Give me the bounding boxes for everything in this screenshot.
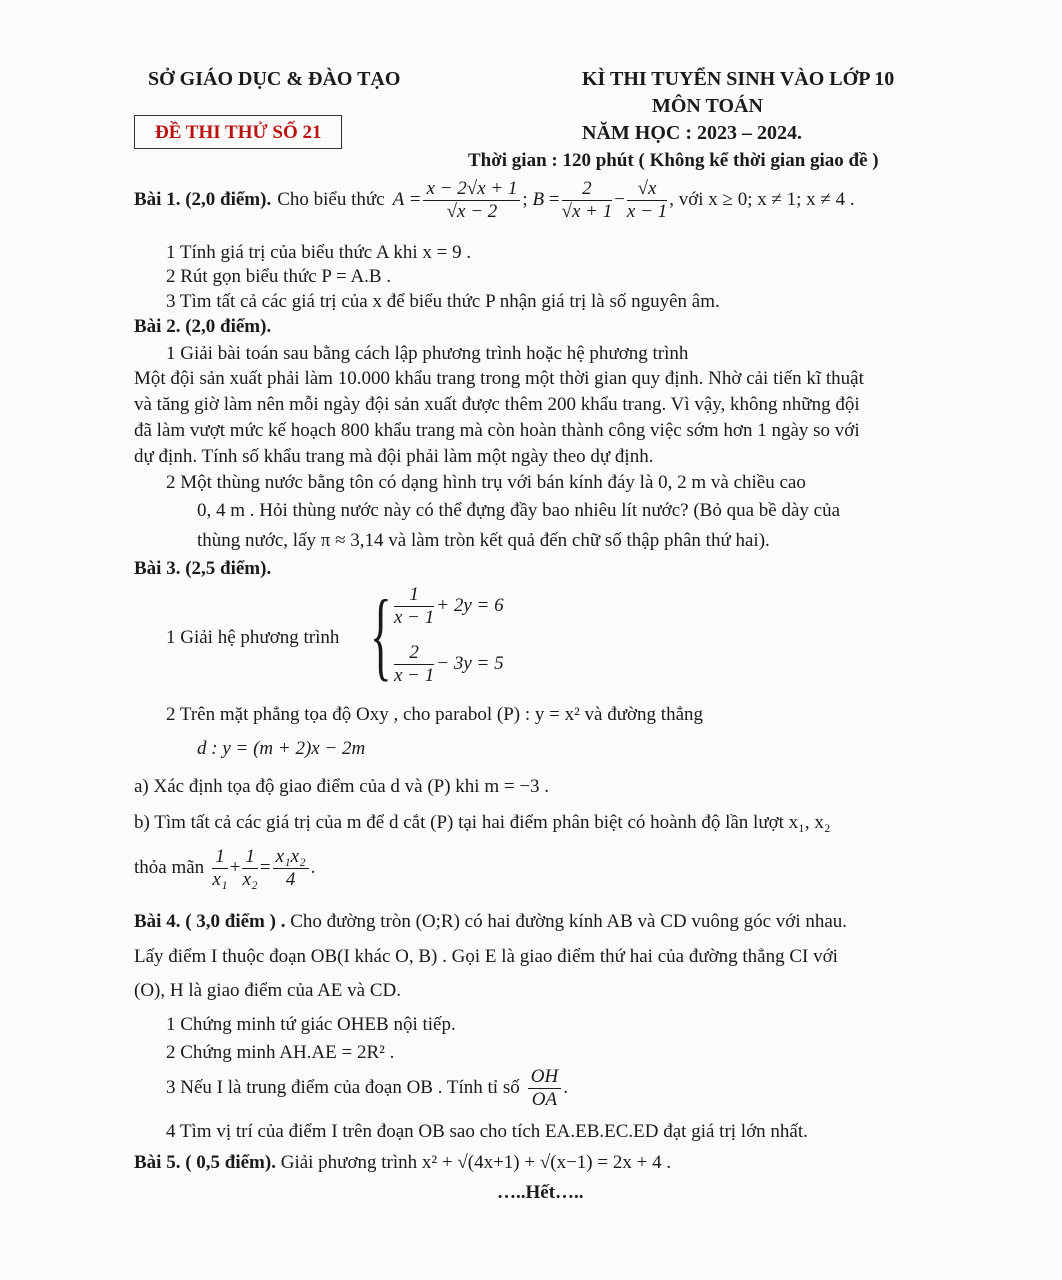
bai4-line: Lấy điểm I thuộc đoạn OB(I khác O, B) . Gọi E là giao điểm thứ hai của đường thẳng CI với <box>134 946 838 967</box>
department-name: SỞ GIÁO DỤC & ĐÀO TẠO <box>148 68 401 90</box>
bai3-part-b-condition: thỏa mãn $\frac{1}{\text{x₁}}$ + $\frac{1}{\text{x₂}}$ = $\frac{\text{x₁x₂}}{4}$ . <box>134 846 316 890</box>
bai4-line: Cho đường tròn (O;R) có hai đường kính AB và CD vuông góc với nhau. <box>290 911 848 932</box>
bai1-statement: Bài 1. (2,0 điểm). Cho biểu thức A = $\frac{x - 2√x + 1}{√x - 2}$ ; B = $\frac{2}{√x + 1}$ − $\frac{√x}{x - 1}$ , với x ≥ 0; x ≠ 1; x ≠ 4 . <box>134 178 855 222</box>
bai5-heading: Bài 5. ( 0,5 điểm). <box>134 1152 276 1173</box>
bai3-heading: Bài 3. (2,5 điểm). <box>134 558 272 579</box>
exam-code-box: ĐỀ THI THỬ SỐ 21 <box>134 115 342 149</box>
bai2-paragraph-line: Một đội sản xuất phải làm 10.000 khẩu trang trong một thời gian quy định. Nhờ cải tiến kĩ thuật <box>134 368 864 389</box>
bai5-statement <box>134 1152 671 1174</box>
system-equation-1: $\frac{1}{x - 1}$ + 2y = 6 <box>394 584 504 628</box>
bai1-condition: , với x ≥ 0; x ≠ 1; x ≠ 4 . <box>669 189 855 211</box>
exam-subject: MÔN TOÁN <box>652 95 763 117</box>
bai3-question-1: 1 Giải hệ phương trình <box>166 627 340 648</box>
bai2-paragraph-line: đã làm vượt mức kế hoạch 800 khẩu trang mà còn hoàn thành công việc sớm hơn 1 ngày so với <box>134 420 860 441</box>
bai2-paragraph-line: và tăng giờ làm nên mỗi ngày đội sản xuất được thêm 200 khẩu trang. Vì vậy, không những đội <box>134 394 860 415</box>
exam-year: NĂM HỌC : 2023 – 2024. <box>582 122 802 144</box>
bai2-paragraph-line: dự định. Tính số khẩu trang mà đội phải làm một ngày theo dự định. <box>134 446 654 467</box>
bai4-question-2: 2 Chứng minh AH.AE = 2R² . <box>166 1042 395 1063</box>
bai1-heading: Bài 1. (2,0 điểm). <box>134 189 272 211</box>
bai1-question-2: 2 Rút gọn biểu thức P = A.B . <box>166 266 392 287</box>
exam-time: Thời gian : 120 phút ( Không kể thời gian giao đề ) <box>468 150 879 171</box>
bai2-question-2-line: 0, 4 m . Hỏi thùng nước này có thể đựng đầy bao nhiêu lít nước? (Bỏ qua bề dày của <box>197 500 841 521</box>
bai1-question-1: 1 Tính giá trị của biểu thức A khi x = 9 . <box>166 242 472 263</box>
bai4-question-1: 1 Chứng minh tứ giác OHEB nội tiếp. <box>166 1014 456 1035</box>
bai4-line: (O), H là giao điểm của AE và CD. <box>134 980 401 1001</box>
fraction-a: $\frac{x - 2√x + 1}{√x - 2}$ <box>423 178 520 223</box>
bai1-question-3: 3 Tìm tất cả các giá trị của x để biểu thức P nhận giá trị là số nguyên âm. <box>166 291 720 312</box>
fraction-b1: $\frac{2}{√x + 1}$ <box>561 178 613 222</box>
bai2-question-1: 1 Giải bài toán sau bằng cách lập phương trình hoặc hệ phương trình <box>166 343 689 364</box>
bai4-statement <box>134 911 847 933</box>
fraction-b2: $\frac{√x}{x - 1}$ <box>626 178 668 222</box>
bai5-text: Giải phương trình x² + √(4x+1) + √(x−1) = 2x + 4 . <box>280 1152 672 1173</box>
end-marker: …..Hết….. <box>497 1182 584 1203</box>
bai1-lead: Cho biểu thức <box>277 189 385 211</box>
bai2-question-2: 2 Một thùng nước bằng tôn có dạng hình trụ với bán kính đáy là 0, 2 m và chiều cao <box>166 472 806 493</box>
bai4-heading: Bài 4. ( 3,0 điểm ) . <box>134 911 286 932</box>
bai4-question-4: 4 Tìm vị trí của điểm I trên đoạn OB sao cho tích EA.EB.EC.ED đạt giá trị lớn nhất. <box>166 1121 808 1142</box>
bai3-question-2: 2 Trên mặt phẳng tọa độ Oxy , cho parabol (P) : y = x² và đường thẳng <box>166 704 704 725</box>
bai4-question-3: 3 Nếu I là trung điểm của đoạn OB . Tính tỉ số $\frac{OH}{OA}$ . <box>166 1066 568 1110</box>
bai2-heading: Bài 2. (2,0 điểm). <box>134 316 272 337</box>
system-brace: { <box>370 579 392 690</box>
line-d-equation: d : y = (m + 2)x − 2m <box>197 738 366 759</box>
bai2-question-2-line: thùng nước, lấy π ≈ 3,14 và làm tròn kết quả đến chữ số thập phân thứ hai). <box>197 530 770 551</box>
bai3-part-a: a) Xác định tọa độ giao điểm của d và (P) khi m = −3 . <box>134 776 550 797</box>
exam-title: KÌ THI TUYỂN SINH VÀO LỚP 10 <box>582 68 895 90</box>
system-equation-2: $\frac{2}{x - 1}$ − 3y = 5 <box>394 642 504 686</box>
bai3-part-b: b) Tìm tất cả các giá trị của m để d cắt (P) tại hai điểm phân biệt có hoành độ lần lượt x₁, x₂ <box>134 812 831 833</box>
